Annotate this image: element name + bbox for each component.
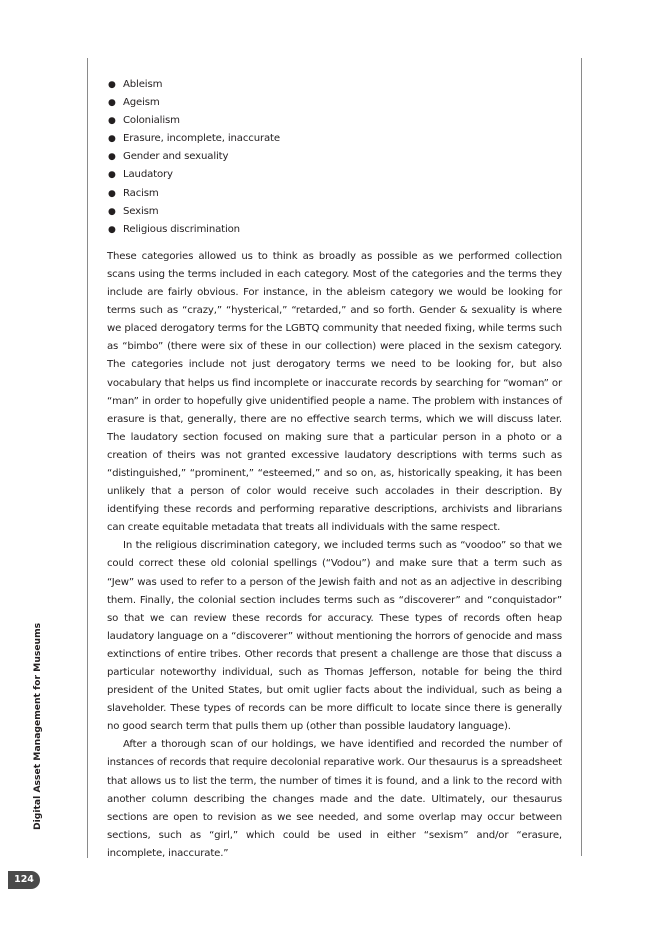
paragraph: After a thorough scan of our holdings, we have identified and recorded the number of instances of records that require decolonial reparative work. Our thesaurus is a spreadsheet that allows us to list the term, the number of times it is found, and a link to the record with another column describing the changes made and the date. Ultimately, our thesaurus sections are open to revision as we see needed, and some overlap may occur between sections, such as “girl,” which could be used in either “sexism” and/or “erasure, incomplete, inaccurate.” bbox=[107, 739, 562, 859]
list-item: ● Sexism bbox=[107, 203, 562, 221]
list-item: ● Gender and sexuality bbox=[107, 148, 562, 166]
list-item: ● Religious discrimination bbox=[107, 221, 562, 239]
list-item: ● Laudatory bbox=[107, 166, 562, 184]
bullet-icon: ● bbox=[108, 134, 116, 145]
bullet-icon: ● bbox=[108, 80, 116, 90]
list-item: ● Ableism bbox=[107, 76, 562, 94]
right-margin-rule bbox=[581, 58, 582, 856]
list-item: ● Colonialism bbox=[107, 112, 562, 130]
list-item: ● Racism bbox=[107, 185, 562, 203]
paragraph: These categories allowed us to think as broadly as possible as we performed collection scans using the terms included in each category. Most of the categories and the terms they include are fairly obvious. For instance, in the ableism category we would be looking for terms such as “crazy,” “hysterical,” “retarded,” and so forth. Gender & sexuality is where we placed derogatory terms for the LGBTQ community that needed fixing, while terms such as “bimbo” (there were six of these in our collection) were placed in the sexism category. The categories include not just derogatory terms we need to be looking for, but also vocabulary that helps us find incomplete or inaccurate records by searching for “woman” or “man” in order to hopefully give unidentified people a name. The problem with instances of erasure is that, generally, there are no effective search terms, which we will discuss later. The laudatory section focused on making sure that a particular person in a photo or a creation of theirs was not granted excessive laudatory descriptions with terms such as “distinguished,” “prominent,” “esteemed,” and so on, as, historically speaking, it has been unlikely that a person of color would receive such accolades in their description. By identifying these records and performing reparative descriptions, archivists and librarians can create equitable metadata that treats all individuals with the same respect. bbox=[107, 250, 562, 534]
category-list bbox=[107, 76, 562, 239]
bullet-icon: ● bbox=[108, 188, 116, 199]
paragraph: In the religious discrimination category, we included terms such as “voodoo” so that we could correct these old colonial spellings (“Vodou”) and make sure that a term such as “Jew” was used to refer to a person of the Jewish faith and not as an adjective in describing them. Finally, the colonial section includes terms such as “discoverer” and “conquistador” so that we can review these records for accuracy. These types of records often heap laudatory language on a “discoverer” without mentioning the horrors of genocide and mass extinctions of entire tribes. Other records that present a challenge are those that discuss a particular noteworthy individual, such as Thomas Jefferson, notable for being the third president of the United States, but omit uglier facts about the individual, such as being a slaveholder. These types of records can be more difficult to locate since there is generally no good search term that pulls them up (other than possible laudatory language). bbox=[107, 540, 562, 733]
bullet-icon: ● bbox=[108, 98, 116, 109]
body-text bbox=[107, 76, 562, 863]
list-item: ● Ageism bbox=[107, 94, 562, 112]
list-item: ● Erasure, incomplete, inaccurate bbox=[107, 130, 562, 148]
bullet-icon: ● bbox=[108, 170, 116, 181]
left-margin-rule bbox=[87, 58, 88, 858]
page-number: 124 bbox=[8, 871, 40, 889]
bullet-icon: ● bbox=[108, 116, 116, 127]
bullet-icon: ● bbox=[108, 152, 116, 163]
running-head-text: Digital Asset Management for Museums bbox=[32, 622, 43, 830]
bullet-icon: ● bbox=[108, 224, 116, 235]
bullet-icon: ● bbox=[108, 206, 116, 217]
running-head bbox=[30, 622, 46, 830]
